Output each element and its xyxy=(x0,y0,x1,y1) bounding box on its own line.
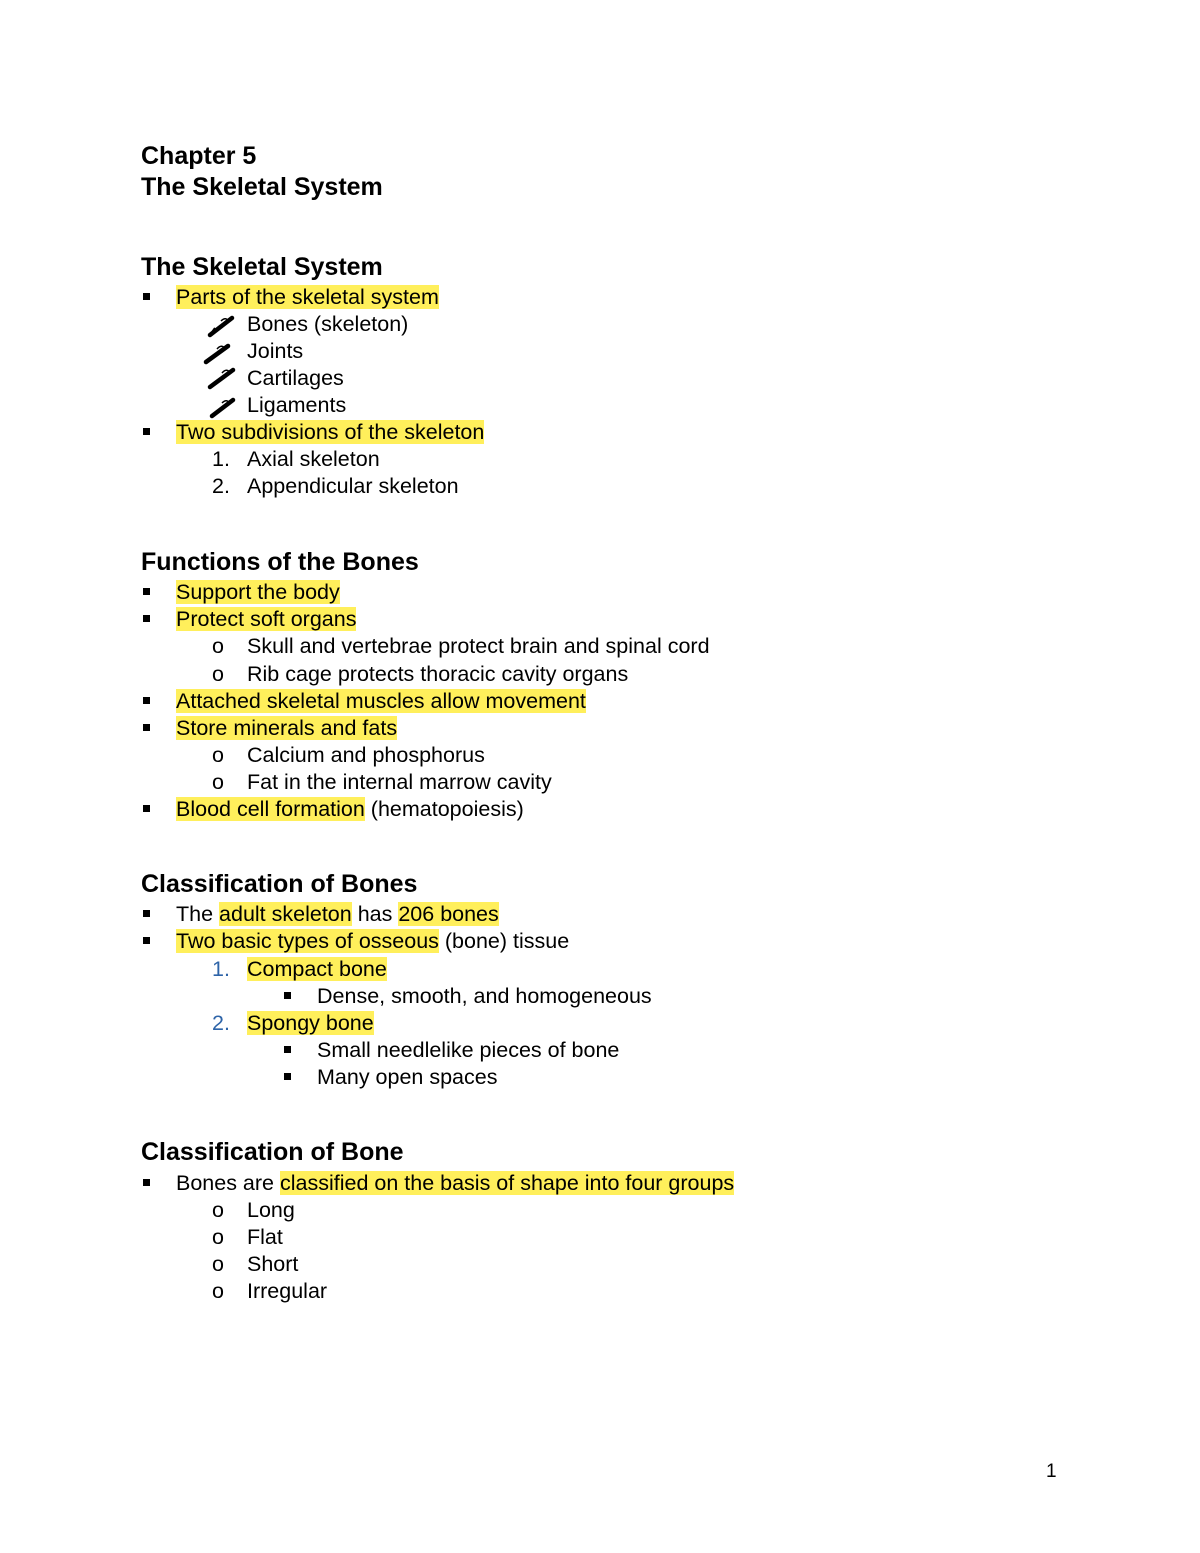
circle-bullet: o xyxy=(212,634,224,658)
list-number: 2. xyxy=(212,474,230,498)
list-item: Small needlelike pieces of bone xyxy=(317,1038,620,1062)
list-item: Dense, smooth, and homogeneous xyxy=(317,984,652,1008)
square-bullet xyxy=(143,805,150,812)
circle-bullet: o xyxy=(212,1279,224,1303)
list-item: Calcium and phosphorus xyxy=(247,743,485,767)
list-item: Joints xyxy=(247,339,304,363)
list-item: Axial skeleton xyxy=(247,447,380,471)
square-bullet xyxy=(143,588,150,595)
square-bullet xyxy=(143,937,150,944)
circle-bullet: o xyxy=(212,1198,224,1222)
page-number: 1 xyxy=(1046,1461,1057,1482)
list-number: 1. xyxy=(212,957,230,981)
list-item: Compact bone xyxy=(247,957,387,981)
list-item: Ligaments xyxy=(247,393,347,417)
circle-bullet: o xyxy=(212,743,224,767)
circle-bullet: o xyxy=(212,770,224,794)
list-item: The adult skeleton has 206 bones xyxy=(176,902,499,926)
list-item: Skull and vertebrae protect brain and spinal cord xyxy=(247,634,710,658)
list-item: Bones are classified on the basis of shape into four groups xyxy=(176,1171,735,1195)
list-item: Spongy bone xyxy=(247,1011,374,1035)
list-item: Flat xyxy=(247,1225,283,1249)
list-item: Protect soft organs xyxy=(176,607,357,631)
list-item: Long xyxy=(247,1198,295,1222)
list-item: Rib cage protects thoracic cavity organs xyxy=(247,662,629,686)
square-bullet xyxy=(284,1046,291,1053)
list-number: 1. xyxy=(212,447,230,471)
pen-bullet-icon xyxy=(203,341,233,365)
pen-bullet-icon xyxy=(207,366,237,390)
square-bullet xyxy=(143,615,150,622)
list-item: Support the body xyxy=(176,580,340,604)
list-item: Bones (skeleton) xyxy=(247,312,409,336)
section-heading-classification-bone: Classification of Bone xyxy=(141,1138,404,1166)
list-item: Appendicular skeleton xyxy=(247,474,459,498)
circle-bullet: o xyxy=(212,662,224,686)
square-bullet xyxy=(143,428,150,435)
list-item: Store minerals and fats xyxy=(176,716,398,740)
square-bullet xyxy=(143,1179,150,1186)
list-item: Irregular xyxy=(247,1279,328,1303)
pen-bullet-icon xyxy=(209,395,239,419)
list-item: Attached skeletal muscles allow movement xyxy=(176,689,586,713)
list-item: Parts of the skeletal system xyxy=(176,285,439,309)
list-number: 2. xyxy=(212,1011,230,1035)
list-item: Two subdivisions of the skeleton xyxy=(176,420,485,444)
document-title: The Skeletal System xyxy=(141,173,383,201)
square-bullet xyxy=(284,992,291,999)
square-bullet xyxy=(143,293,150,300)
square-bullet xyxy=(143,697,150,704)
square-bullet xyxy=(143,910,150,917)
pen-bullet-icon xyxy=(207,314,237,338)
section-heading-classification-bones: Classification of Bones xyxy=(141,870,418,898)
square-bullet xyxy=(143,724,150,731)
circle-bullet: o xyxy=(212,1225,224,1249)
list-item: Cartilages xyxy=(247,366,344,390)
section-heading-skeletal-system: The Skeletal System xyxy=(141,253,383,281)
list-item: Blood cell formation (hematopoiesis) xyxy=(176,797,524,821)
chapter-label: Chapter 5 xyxy=(141,142,257,170)
square-bullet xyxy=(284,1073,291,1080)
list-item: Short xyxy=(247,1252,299,1276)
list-item: Two basic types of osseous (bone) tissue xyxy=(176,929,570,953)
list-item: Fat in the internal marrow cavity xyxy=(247,770,552,794)
section-heading-functions: Functions of the Bones xyxy=(141,548,419,576)
circle-bullet: o xyxy=(212,1252,224,1276)
list-item: Many open spaces xyxy=(317,1065,498,1089)
